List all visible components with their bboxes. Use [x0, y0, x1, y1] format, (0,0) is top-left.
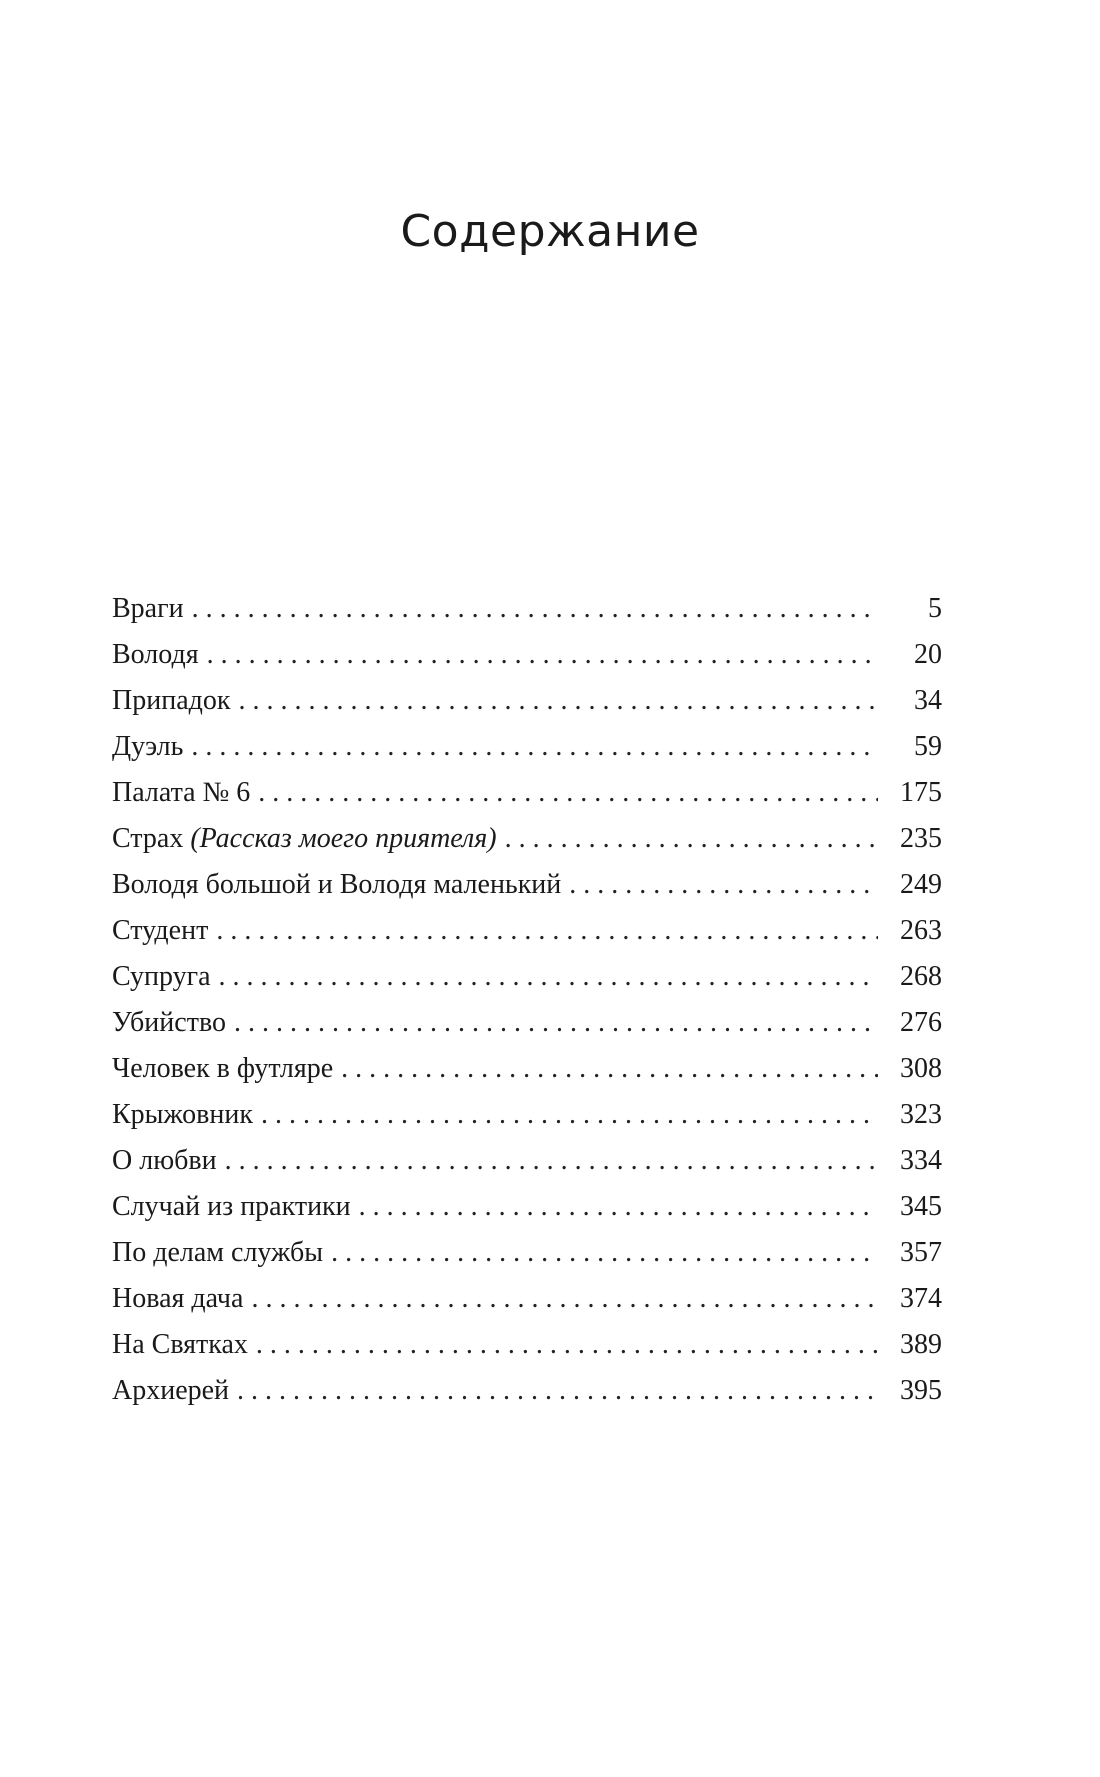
toc-entry-label: [112, 1092, 261, 1138]
toc-entry-page-number: 345: [900, 1191, 942, 1222]
toc-entry-page-number: 334: [900, 1145, 942, 1176]
toc-entry-page-number: 308: [900, 1053, 942, 1084]
toc-entry-label: [112, 678, 238, 724]
toc-entry-title: Володя большой и Володя маленький: [112, 869, 562, 900]
toc-entry: [112, 1368, 942, 1414]
toc-entry: [112, 1230, 942, 1276]
toc-leader-dots: [261, 1092, 878, 1138]
toc-leader-dots: [237, 1368, 878, 1414]
toc-entry-page-number: 34: [914, 685, 942, 716]
toc-entry-label: [112, 1184, 359, 1230]
toc-leader-dots: [234, 1000, 878, 1046]
toc-entry: [112, 586, 942, 632]
toc-entry-label: [112, 1138, 225, 1184]
toc-entry: [112, 1322, 942, 1368]
toc-leader-dots: [225, 1138, 878, 1184]
toc-entry: [112, 1184, 942, 1230]
toc-entry-label: [112, 770, 258, 816]
toc-entry: [112, 862, 942, 908]
toc-entry-label: [112, 908, 216, 954]
toc-entry-page-number: 5: [928, 593, 942, 624]
toc-leader-dots: [192, 586, 878, 632]
toc-entry-label: [112, 862, 569, 908]
toc-entry: [112, 1000, 942, 1046]
toc-entry-page-number: 249: [900, 869, 942, 900]
toc-entry-subtitle: (Рассказ моего приятеля): [190, 823, 497, 854]
toc-entry-title: Палата № 6: [112, 777, 251, 808]
toc-entry-page-number: 20: [914, 639, 942, 670]
toc-entry-page-number: 235: [900, 823, 942, 854]
toc-entry-label: [112, 724, 191, 770]
toc-entry-page-number: 268: [900, 961, 942, 992]
toc-leader-dots: [216, 908, 878, 954]
toc-entry: [112, 816, 942, 862]
toc-leader-dots: [258, 770, 878, 816]
toc-leader-dots: [331, 1230, 878, 1276]
toc-leader-dots: [569, 862, 878, 908]
toc-leader-dots: [191, 724, 878, 770]
toc-entry-page-number: 323: [900, 1099, 942, 1130]
toc-entry-title: Крыжовник: [112, 1099, 253, 1130]
toc-entry: [112, 908, 942, 954]
toc-entry-title: Володя: [112, 639, 199, 670]
toc-entry-page-number: 276: [900, 1007, 942, 1038]
toc-entry-title: Человек в футляре: [112, 1053, 334, 1084]
toc-entry-title: По делам службы: [112, 1237, 324, 1268]
toc-entry-title: Припадок: [112, 685, 231, 716]
toc-entry-label: [112, 954, 219, 1000]
toc-entry-title: О любви: [112, 1145, 217, 1176]
toc-entry-title: Дуэль: [112, 731, 184, 762]
toc-entry-title: Новая дача: [112, 1283, 244, 1314]
toc-entry-page-number: 389: [900, 1329, 942, 1360]
toc-entry-page-number: 374: [900, 1283, 942, 1314]
toc-entry: [112, 954, 942, 1000]
toc-entry-page-number: 59: [914, 731, 942, 762]
toc-entry: [112, 724, 942, 770]
toc-entry: [112, 770, 942, 816]
toc-entry-page-number: 175: [900, 777, 942, 808]
toc-entry-label: [112, 1276, 251, 1322]
toc-entry-title: Архиерей: [112, 1375, 230, 1406]
toc-entry-title: Случай из практики: [112, 1191, 351, 1222]
toc-entry-label: [112, 816, 505, 862]
toc-entry-label: [112, 1000, 234, 1046]
toc-entry: [112, 1276, 942, 1322]
toc-entry: [112, 632, 942, 678]
toc-entry-label: [112, 1230, 331, 1276]
toc-leader-dots: [359, 1184, 878, 1230]
toc-entry: [112, 1092, 942, 1138]
toc-entry-label: [112, 632, 207, 678]
toc-entry-page-number: 263: [900, 915, 942, 946]
table-of-contents: [112, 586, 942, 1414]
page-title: Содержание: [400, 206, 700, 257]
toc-leader-dots: [341, 1046, 878, 1092]
toc-entry: [112, 678, 942, 724]
toc-entry-title: Студент: [112, 915, 209, 946]
toc-leader-dots: [238, 678, 878, 724]
toc-entry-page-number: 395: [900, 1375, 942, 1406]
toc-entry-label: [112, 1368, 237, 1414]
toc-entry-title: Враги: [112, 593, 184, 624]
toc-leader-dots: [505, 816, 878, 862]
toc-entry-title: Страх: [112, 823, 184, 854]
toc-entry-title: Супруга: [112, 961, 211, 992]
toc-entry: [112, 1138, 942, 1184]
toc-entry-label: [112, 1046, 341, 1092]
toc-entry-label: [112, 1322, 256, 1368]
toc-entry-label: [112, 586, 192, 632]
toc-leader-dots: [219, 954, 878, 1000]
toc-leader-dots: [251, 1276, 878, 1322]
toc-entry-title: На Святках: [112, 1329, 248, 1360]
toc-entry-page-number: 357: [900, 1237, 942, 1268]
toc-leader-dots: [207, 632, 878, 678]
toc-leader-dots: [256, 1322, 878, 1368]
toc-entry-title: Убийство: [112, 1007, 226, 1038]
toc-entry: [112, 1046, 942, 1092]
